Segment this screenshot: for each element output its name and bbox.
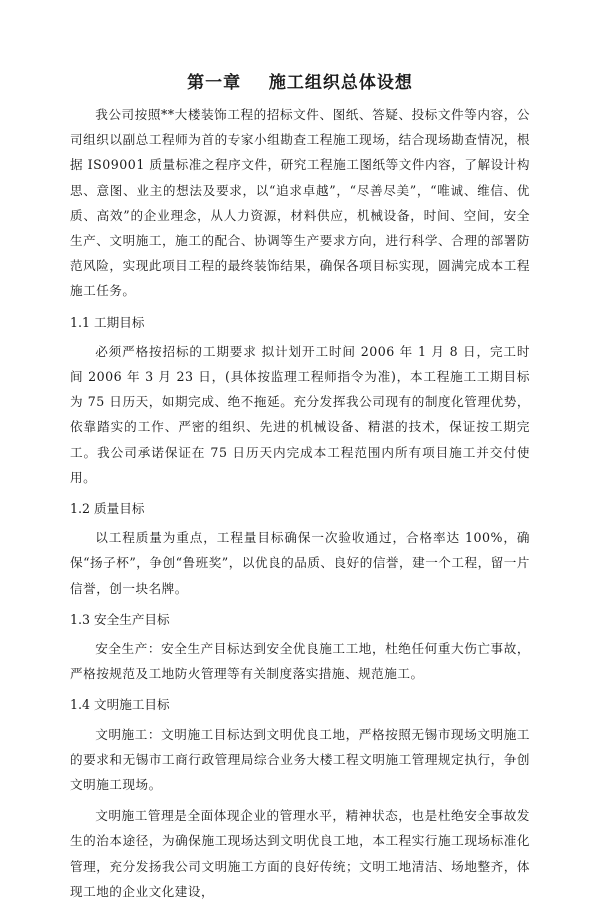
chapter-title: 第一章 施工组织总体设想 — [187, 73, 413, 93]
section-heading-schedule: 1.1 工期目标 — [70, 314, 145, 330]
section-heading-quality: 1.2 质量目标 — [70, 501, 145, 517]
schedule-paragraph: 必须严格按招标的工期要求 拟计划开工时间 2006 年 1 月 8 日，完工时间 2006 年 3 月 23 日，(具体按监理工程师指令为准)，本工程施工工期目标为 75 日历天，如期完成、绝不拖延。充分发挥我公司现有的制度化管理优势，依靠踏实的工作、严密的组织、先进的机械设备、精湛的技术，保证按工期完工。我公司承诺保证在 75 日历天内完成本工程范围内所有项目施工并交付使用。 — [70, 343, 530, 485]
safety-paragraph: 安全生产：安全生产目标达到安全优良施工工地，杜绝任何重大伤亡事故，严格按规范及工地防火管理等有关制度落实措施、规范施工。 — [70, 641, 530, 682]
intro-paragraph: 我公司按照**大楼装饰工程的招标文件、图纸、答疑、投标文件等内容，公司组织以副总工程师为首的专家小组勘查工程施工现场，结合现场勘查情况，根据 IS09001 质量标准之程序文件，研究工程施工图纸等文件内容，了解设计构思、意图、业主的想法及要求，以“追求卓越”，“尽善尽美”，“唯诚、维信、优质、高效”的企业理念，从人力资源，材料供应，机械设备，时间、空间，安全生产、文明施工，施工的配合、协调等生产要求方向，进行科学、合理的部署防范风险，实现此项目工程的最终装饰结果，确保各项目标实现，圆满完成本工程施工任务。 — [70, 107, 530, 299]
section-heading-civilized: 1.4 文明施工目标 — [70, 697, 170, 713]
section-heading-safety: 1.3 安全生产目标 — [70, 611, 170, 627]
civilized-paragraph-2: 文明施工管理是全面体现企业的管理水平，精神状态，也是杜绝安全事故发生的治本途径，为确保施工现场达到文明优良工地，本工程实行施工现场标准化管理，充分发扬我公司文明施工方面的良好传统；文明工地清洁、场地整齐，体现工地的企业文化建设， — [70, 808, 530, 899]
quality-paragraph: 以工程质量为重点，工程量目标确保一次验收通过，合格率达 100%，确保“扬子杯”，争创“鲁班奖”，以优良的品质、良好的信誉，建一个工程，留一片信誉，创一块名牌。 — [70, 530, 530, 596]
civilized-paragraph-1: 文明施工：文明施工目标达到文明优良工地，严格按照无锡市现场文明施工的要求和无锡市工商行政管理局综合业务大楼工程文明施工管理规定执行，争创文明施工现场。 — [70, 726, 530, 793]
